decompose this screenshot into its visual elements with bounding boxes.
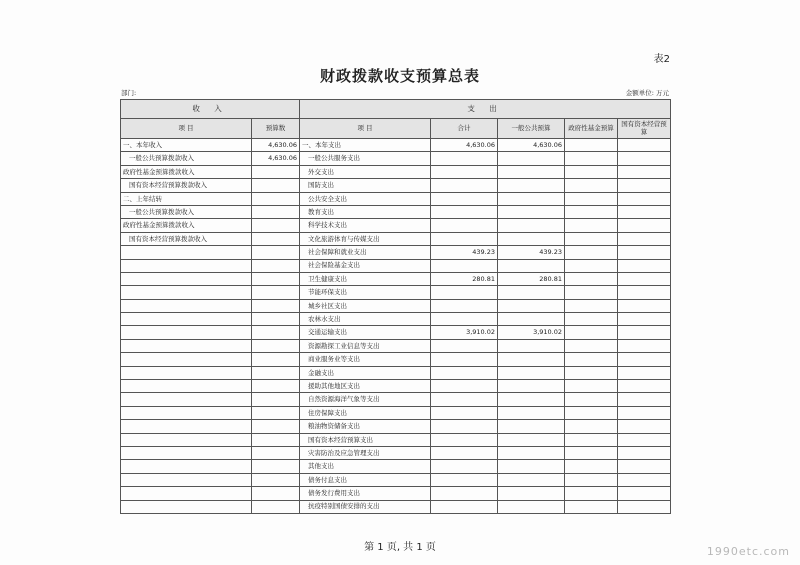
expense-general-cell — [498, 433, 565, 446]
col-header-state-capital: 国有资本经营预算 — [618, 119, 671, 139]
income-item-cell — [121, 460, 252, 473]
table-row — [121, 139, 671, 152]
expense-item-cell: 城乡社区支出 — [300, 299, 431, 312]
table-row — [121, 406, 671, 419]
expense-item-cell: 教育支出 — [300, 205, 431, 218]
expense-gov-fund-cell — [565, 205, 618, 218]
expense-general-cell — [498, 286, 565, 299]
income-amount-cell — [252, 406, 300, 419]
expense-state-capital-cell — [618, 339, 671, 352]
income-amount-cell — [252, 232, 300, 245]
expense-item-cell: 社会保障和就业支出 — [300, 246, 431, 259]
income-amount-cell — [252, 433, 300, 446]
table-row — [121, 272, 671, 285]
col-header-gov-fund: 政府性基金预算 — [565, 119, 618, 139]
expense-item-cell: 国有资本经营预算支出 — [300, 433, 431, 446]
income-amount-cell — [252, 219, 300, 232]
expense-state-capital-cell — [618, 366, 671, 379]
table-row — [121, 205, 671, 218]
table-row — [121, 313, 671, 326]
expense-total-cell: 280.81 — [431, 272, 498, 285]
income-amount-cell — [252, 393, 300, 406]
expense-item-cell: 商业服务业等支出 — [300, 353, 431, 366]
table-row — [121, 326, 671, 339]
expense-header: 支 出 — [300, 100, 671, 119]
expense-state-capital-cell — [618, 139, 671, 152]
expense-item-cell: 援助其他地区支出 — [300, 380, 431, 393]
expense-total-cell — [431, 299, 498, 312]
expense-total-cell: 3,910.02 — [431, 326, 498, 339]
col-header-budget: 预算数 — [252, 119, 300, 139]
expense-gov-fund-cell — [565, 487, 618, 500]
income-amount-cell — [252, 353, 300, 366]
expense-gov-fund-cell — [565, 299, 618, 312]
table-row — [121, 232, 671, 245]
expense-total-cell — [431, 353, 498, 366]
expense-gov-fund-cell — [565, 179, 618, 192]
expense-state-capital-cell — [618, 179, 671, 192]
expense-general-cell — [498, 232, 565, 245]
document-title: 财政拨款收支预算总表 — [319, 67, 480, 85]
expense-total-cell — [431, 219, 498, 232]
income-amount-cell — [252, 487, 300, 500]
col-header-general: 一般公共预算 — [498, 119, 565, 139]
expense-general-cell — [498, 500, 565, 513]
income-item-cell — [121, 272, 252, 285]
table-number: 表2 — [653, 54, 670, 65]
expense-state-capital-cell — [618, 165, 671, 178]
table-row — [121, 500, 671, 513]
expense-state-capital-cell — [618, 473, 671, 486]
expense-gov-fund-cell — [565, 353, 618, 366]
expense-state-capital-cell — [618, 192, 671, 205]
expense-general-cell — [498, 473, 565, 486]
income-amount-cell — [252, 420, 300, 433]
expense-general-cell — [498, 152, 565, 165]
table-row — [121, 473, 671, 486]
expense-total-cell: 4,630.06 — [431, 139, 498, 152]
col-header-item: 项 目 — [121, 119, 252, 139]
expense-general-cell — [498, 380, 565, 393]
expense-state-capital-cell — [618, 433, 671, 446]
expense-total-cell — [431, 460, 498, 473]
expense-gov-fund-cell — [565, 272, 618, 285]
expense-item-cell: 灾害防治及应急管理支出 — [300, 446, 431, 459]
expense-gov-fund-cell — [565, 326, 618, 339]
income-amount-cell — [252, 205, 300, 218]
expense-item-cell: 自然资源海洋气象等支出 — [300, 393, 431, 406]
expense-state-capital-cell — [618, 299, 671, 312]
expense-gov-fund-cell — [565, 393, 618, 406]
expense-item-cell: 资源勘探工业信息等支出 — [300, 339, 431, 352]
expense-total-cell — [431, 433, 498, 446]
table-row — [121, 179, 671, 192]
expense-state-capital-cell — [618, 152, 671, 165]
income-item-cell — [121, 286, 252, 299]
income-item-cell — [121, 406, 252, 419]
table-row — [121, 420, 671, 433]
income-item-cell: 政府性基金预算拨款收入 — [121, 219, 252, 232]
table-row — [121, 192, 671, 205]
income-amount-cell — [252, 272, 300, 285]
income-item-cell — [121, 446, 252, 459]
expense-item-cell: 节能环保支出 — [300, 286, 431, 299]
expense-item-cell: 卫生健康支出 — [300, 272, 431, 285]
expense-item-cell: 债务发行费用支出 — [300, 487, 431, 500]
income-item-cell — [121, 366, 252, 379]
income-amount-cell — [252, 259, 300, 272]
expense-general-cell: 4,630.06 — [498, 139, 565, 152]
expense-total-cell — [431, 286, 498, 299]
expense-item-cell: 金融支出 — [300, 366, 431, 379]
expense-total-cell — [431, 420, 498, 433]
income-item-cell — [121, 393, 252, 406]
expense-total-cell — [431, 152, 498, 165]
income-item-cell: 国有资本经营预算拨款收入 — [121, 179, 252, 192]
expense-item-cell: 公共安全支出 — [300, 192, 431, 205]
expense-item-cell: 外交支出 — [300, 165, 431, 178]
income-item-cell: 一、本年收入 — [121, 139, 252, 152]
table-row — [121, 487, 671, 500]
expense-state-capital-cell — [618, 353, 671, 366]
table-row — [121, 219, 671, 232]
expense-gov-fund-cell — [565, 460, 618, 473]
expense-general-cell — [498, 487, 565, 500]
expense-general-cell — [498, 313, 565, 326]
expense-total-cell: 439.23 — [431, 246, 498, 259]
income-amount-cell — [252, 313, 300, 326]
expense-total-cell — [431, 259, 498, 272]
income-item-cell — [121, 487, 252, 500]
expense-state-capital-cell — [618, 500, 671, 513]
budget-table — [120, 99, 671, 514]
expense-item-cell: 国防支出 — [300, 179, 431, 192]
income-item-cell — [121, 380, 252, 393]
income-amount-cell — [252, 246, 300, 259]
table-body — [121, 139, 671, 514]
expense-total-cell — [431, 165, 498, 178]
expense-gov-fund-cell — [565, 339, 618, 352]
expense-state-capital-cell — [618, 313, 671, 326]
income-item-cell — [121, 500, 252, 513]
expense-total-cell — [431, 232, 498, 245]
table-row — [121, 393, 671, 406]
expense-state-capital-cell — [618, 420, 671, 433]
expense-general-cell — [498, 165, 565, 178]
income-item-cell — [121, 473, 252, 486]
expense-general-cell — [498, 299, 565, 312]
table-row — [121, 460, 671, 473]
income-item-cell: 国有资本经营预算拨款收入 — [121, 232, 252, 245]
expense-general-cell: 280.81 — [498, 272, 565, 285]
income-item-cell — [121, 246, 252, 259]
expense-item-cell: 其他支出 — [300, 460, 431, 473]
income-amount-cell — [252, 179, 300, 192]
expense-general-cell — [498, 393, 565, 406]
income-amount-cell — [252, 165, 300, 178]
expense-item-cell: 粮油物资储备支出 — [300, 420, 431, 433]
expense-gov-fund-cell — [565, 259, 618, 272]
expense-gov-fund-cell — [565, 433, 618, 446]
expense-state-capital-cell — [618, 272, 671, 285]
expense-item-cell: 社会保险基金支出 — [300, 259, 431, 272]
income-amount-cell: 4,630.06 — [252, 152, 300, 165]
expense-general-cell — [498, 219, 565, 232]
expense-item-cell: 科学技术支出 — [300, 219, 431, 232]
expense-item-cell: 文化旅游体育与传媒支出 — [300, 232, 431, 245]
income-item-cell: 一般公共预算拨款收入 — [121, 152, 252, 165]
table-row — [121, 165, 671, 178]
expense-general-cell — [498, 446, 565, 459]
income-amount-cell — [252, 192, 300, 205]
expense-total-cell — [431, 473, 498, 486]
expense-gov-fund-cell — [565, 380, 618, 393]
income-item-cell — [121, 433, 252, 446]
table-row — [121, 433, 671, 446]
expense-gov-fund-cell — [565, 232, 618, 245]
expense-gov-fund-cell — [565, 406, 618, 419]
income-item-cell — [121, 420, 252, 433]
expense-item-cell: 债务付息支出 — [300, 473, 431, 486]
expense-state-capital-cell — [618, 246, 671, 259]
unit-label: 金额单位: 万元 — [625, 89, 669, 97]
expense-total-cell — [431, 487, 498, 500]
table-row — [121, 380, 671, 393]
expense-gov-fund-cell — [565, 446, 618, 459]
income-item-cell — [121, 353, 252, 366]
expense-general-cell: 3,910.02 — [498, 326, 565, 339]
expense-general-cell — [498, 460, 565, 473]
expense-item-cell: 交通运输支出 — [300, 326, 431, 339]
table-row — [121, 366, 671, 379]
table-row — [121, 299, 671, 312]
expense-total-cell — [431, 380, 498, 393]
income-header: 收 入 — [121, 100, 300, 119]
expense-state-capital-cell — [618, 380, 671, 393]
col-header-item2: 项 目 — [300, 119, 431, 139]
income-item-cell: 二、上年结转 — [121, 192, 252, 205]
expense-gov-fund-cell — [565, 219, 618, 232]
expense-general-cell — [498, 353, 565, 366]
expense-gov-fund-cell — [565, 246, 618, 259]
expense-gov-fund-cell — [565, 420, 618, 433]
page-footer: 第 1 页, 共 1 页 — [364, 542, 436, 553]
expense-gov-fund-cell — [565, 139, 618, 152]
table-row — [121, 259, 671, 272]
expense-general-cell — [498, 420, 565, 433]
income-item-cell — [121, 313, 252, 326]
income-amount-cell — [252, 460, 300, 473]
income-item-cell — [121, 326, 252, 339]
income-amount-cell — [252, 473, 300, 486]
income-amount-cell — [252, 380, 300, 393]
income-amount-cell: 4,630.06 — [252, 139, 300, 152]
table-row — [121, 286, 671, 299]
expense-state-capital-cell — [618, 286, 671, 299]
income-item-cell: 一般公共预算拨款收入 — [121, 205, 252, 218]
income-amount-cell — [252, 286, 300, 299]
expense-gov-fund-cell — [565, 286, 618, 299]
expense-total-cell — [431, 393, 498, 406]
col-header-total: 合计 — [431, 119, 498, 139]
table-row — [121, 246, 671, 259]
expense-total-cell — [431, 192, 498, 205]
expense-total-cell — [431, 500, 498, 513]
expense-gov-fund-cell — [565, 192, 618, 205]
expense-total-cell — [431, 366, 498, 379]
expense-gov-fund-cell — [565, 473, 618, 486]
income-amount-cell — [252, 339, 300, 352]
expense-state-capital-cell — [618, 326, 671, 339]
expense-general-cell: 439.23 — [498, 246, 565, 259]
table-row — [121, 152, 671, 165]
expense-total-cell — [431, 339, 498, 352]
expense-gov-fund-cell — [565, 152, 618, 165]
department-label: 部门: — [121, 89, 137, 97]
table-row — [121, 353, 671, 366]
expense-total-cell — [431, 205, 498, 218]
expense-general-cell — [498, 259, 565, 272]
expense-gov-fund-cell — [565, 165, 618, 178]
expense-item-cell: 住房保障支出 — [300, 406, 431, 419]
expense-state-capital-cell — [618, 446, 671, 459]
expense-general-cell — [498, 339, 565, 352]
income-item-cell — [121, 259, 252, 272]
expense-gov-fund-cell — [565, 366, 618, 379]
expense-state-capital-cell — [618, 460, 671, 473]
income-item-cell — [121, 299, 252, 312]
table-row — [121, 339, 671, 352]
table-row — [121, 446, 671, 459]
income-amount-cell — [252, 500, 300, 513]
expense-gov-fund-cell — [565, 313, 618, 326]
watermark: 1990etc.com — [706, 545, 790, 558]
expense-item-cell: 抗疫特别国债安排的支出 — [300, 500, 431, 513]
expense-item-cell: 农林水支出 — [300, 313, 431, 326]
expense-general-cell — [498, 406, 565, 419]
expense-state-capital-cell — [618, 259, 671, 272]
expense-item-cell: 一、本年支出 — [300, 139, 431, 152]
expense-gov-fund-cell — [565, 500, 618, 513]
expense-state-capital-cell — [618, 232, 671, 245]
expense-state-capital-cell — [618, 393, 671, 406]
expense-general-cell — [498, 205, 565, 218]
income-amount-cell — [252, 326, 300, 339]
expense-state-capital-cell — [618, 205, 671, 218]
expense-state-capital-cell — [618, 487, 671, 500]
income-amount-cell — [252, 366, 300, 379]
income-amount-cell — [252, 446, 300, 459]
expense-general-cell — [498, 179, 565, 192]
expense-state-capital-cell — [618, 219, 671, 232]
income-amount-cell — [252, 299, 300, 312]
income-item-cell: 政府性基金预算拨款收入 — [121, 165, 252, 178]
income-item-cell — [121, 339, 252, 352]
expense-total-cell — [431, 179, 498, 192]
expense-state-capital-cell — [618, 406, 671, 419]
expense-general-cell — [498, 192, 565, 205]
expense-total-cell — [431, 446, 498, 459]
expense-total-cell — [431, 406, 498, 419]
expense-total-cell — [431, 313, 498, 326]
expense-item-cell: 一般公共服务支出 — [300, 152, 431, 165]
expense-general-cell — [498, 366, 565, 379]
